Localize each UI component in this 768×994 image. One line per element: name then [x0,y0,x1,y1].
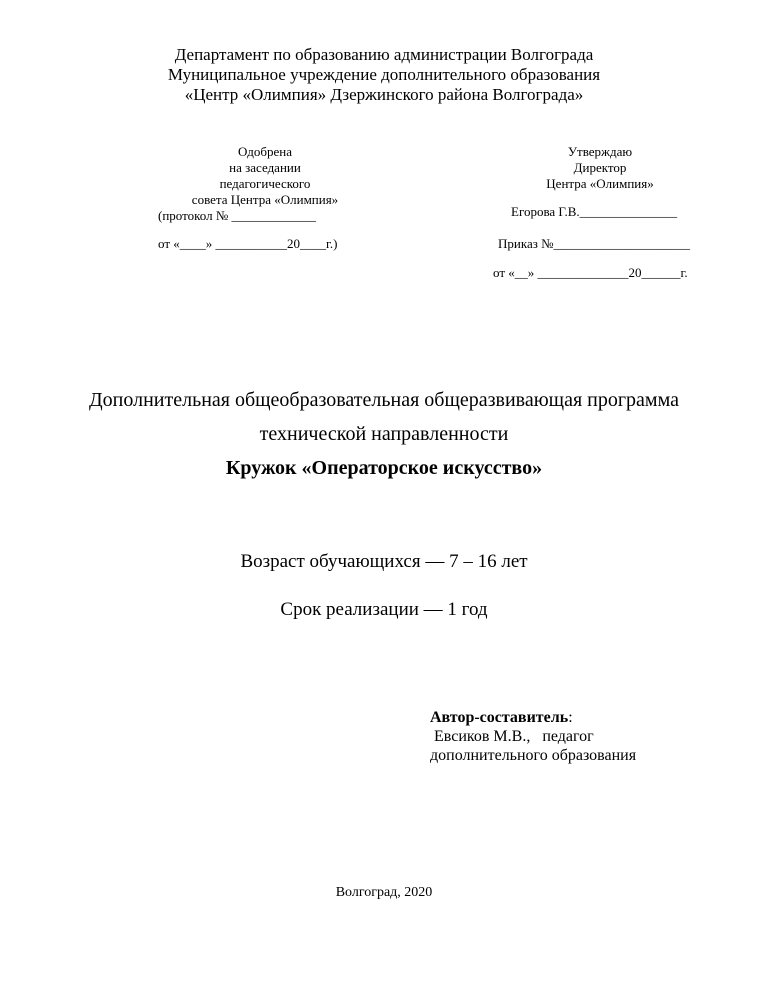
program-title-line-2: технической направленности [259,423,509,445]
approved-line-5: (протокол № _____________ [158,208,316,223]
author-heading [430,708,573,727]
approved-line-2: на заседании [229,160,301,175]
confirm-line-2: Директор [573,160,627,175]
author-name: Евсиков М.В., педагог [430,728,594,745]
approved-line-1: Одобрена [238,144,292,159]
approved-line-3: педагогического [219,176,311,191]
city-year: Волгоград, 2020 [335,885,433,900]
header-line-1: Департамент по образованию администрации Волгограда [174,45,594,64]
program-title-line-1: Дополнительная общеобразовательная общеразвивающая программа [89,389,679,411]
age-range: Возраст обучающихся — 7 – 16 лет [240,551,528,572]
confirm-date-line: от «__» ______________20______г. [493,265,688,280]
header-line-2: Муниципальное учреждение дополнительного образования [167,65,601,84]
author-colon: : [568,709,573,726]
confirm-director-line: Егорова Г.В._______________ [511,204,678,219]
term: Срок реализации — 1 год [280,599,488,620]
confirm-line-3: Центра «Олимпия» [546,176,654,191]
confirm-block [480,144,720,192]
approved-line-4: совета Центра «Олимпия» [191,192,339,207]
confirm-line-1: Утверждаю [567,144,633,159]
program-name: Кружок «Операторское искусство» [225,457,543,479]
author-label: Автор-составитель [430,709,569,726]
approved-block [150,144,380,224]
approved-date-line: от «____» ___________20____г.) [158,236,338,251]
header-line-3: «Центр «Олимпия» Дзержинского района Волгограда» [184,85,584,104]
confirm-order-line: Приказ №_____________________ [498,236,691,251]
author-position: дополнительного образования [430,747,637,764]
